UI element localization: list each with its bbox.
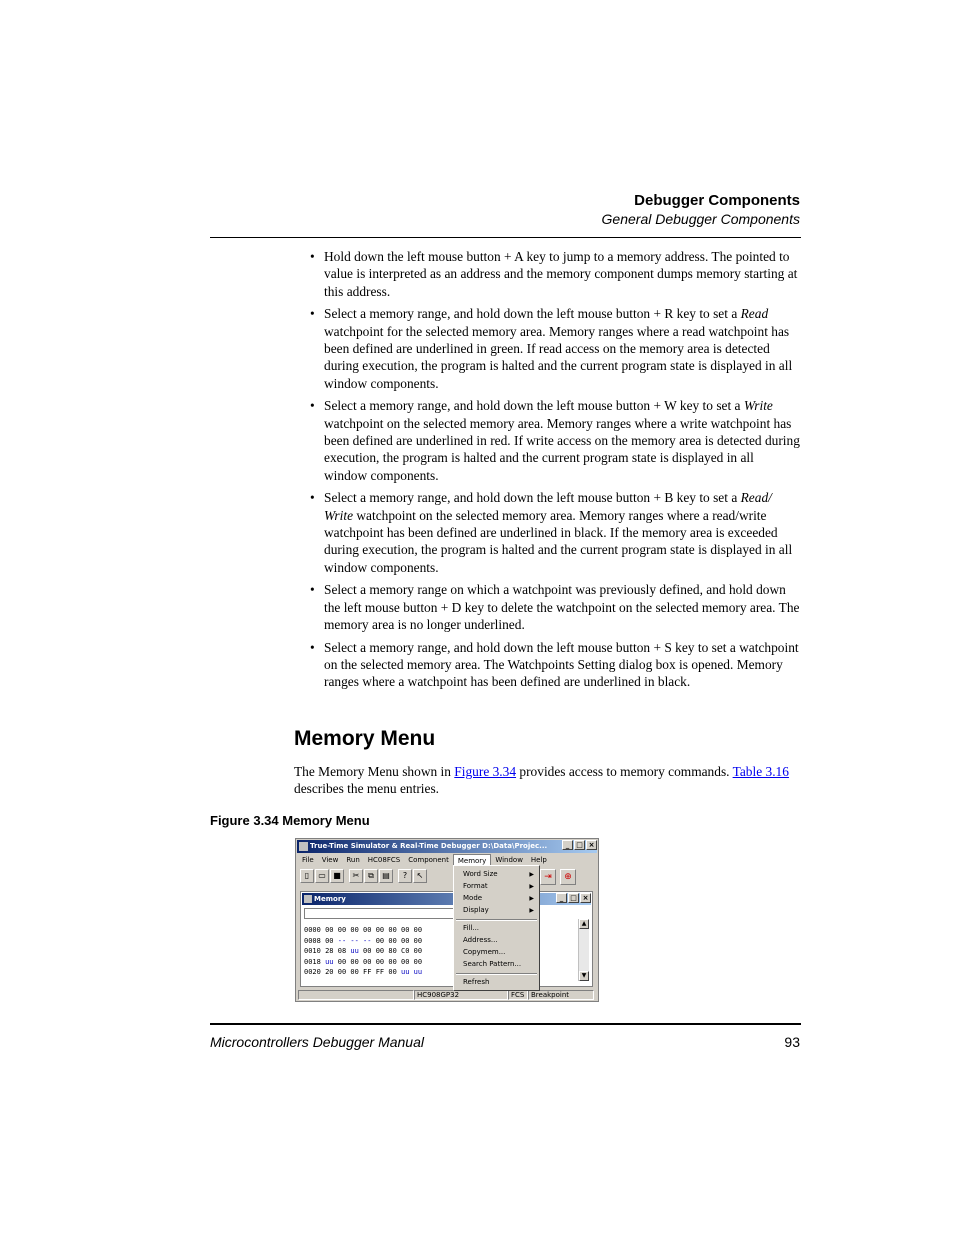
list-item: • Select a memory range on which a watchpoint was previously defined, and hold down the left mouse button + D key to delete the watchpoint on the selected memory area. The memory area is no longer underlined. (310, 582, 800, 632)
menu-item-search-pattern[interactable]: Search Pattern... (463, 960, 522, 968)
memory-byte[interactable]: -- (337, 936, 347, 945)
new-file-icon[interactable]: ▯ (300, 869, 314, 883)
memory-address: 0008 (304, 936, 321, 945)
list-item: • Hold down the left mouse button + A key to jump to a memory address. The pointed to value is interpreted as an address and the memory component dumps memory starting at this address. (310, 249, 798, 299)
memory-byte[interactable]: 00 (337, 968, 347, 977)
memory-byte[interactable]: 00 (401, 936, 410, 945)
menu-item-address[interactable]: Address... (463, 936, 498, 944)
menu-hc08fcs[interactable]: HC08FCS (367, 856, 401, 864)
memory-scrollbar[interactable] (578, 919, 589, 981)
memory-byte[interactable]: 00 (388, 957, 397, 966)
scroll-down-icon[interactable]: ▼ (579, 971, 589, 981)
section-intro: The Memory Menu shown in Figure 3.34 provides access to memory commands. Table 3.16 describes the menu entries. (294, 764, 789, 797)
menu-run[interactable]: Run (346, 856, 360, 864)
app-icon (299, 842, 308, 851)
menu-memory[interactable]: Memory (453, 854, 491, 866)
memory-byte[interactable]: 80 (388, 947, 397, 956)
memory-row (304, 967, 422, 978)
submenu-arrow-icon: ▶ (529, 907, 534, 914)
memory-byte[interactable]: 00 (375, 957, 385, 966)
memory-byte[interactable]: 00 (363, 947, 372, 956)
memory-byte[interactable]: 00 (388, 936, 397, 945)
maximize-button[interactable]: □ (574, 840, 585, 850)
toolbar (300, 869, 427, 886)
memory-byte[interactable]: FF (363, 968, 372, 977)
close-button[interactable]: × (586, 840, 597, 850)
help-icon[interactable]: ? (398, 869, 412, 883)
memory-window-title: Memory (314, 895, 346, 903)
open-folder-icon[interactable]: ▭ (315, 869, 329, 883)
status-target: HC908GP32 (414, 990, 508, 1000)
menu-item-refresh[interactable]: Refresh (463, 978, 490, 986)
memory-byte[interactable]: 00 (413, 957, 423, 966)
memory-byte[interactable]: 00 (375, 926, 385, 934)
memory-dump (304, 925, 422, 978)
memory-byte[interactable]: 28 (325, 947, 334, 956)
cut-icon[interactable]: ✂ (349, 869, 363, 883)
memory-byte[interactable]: -- (363, 936, 372, 945)
list-item: • Select a memory range, and hold down the left mouse button + S key to set a watchpoint on the selected memory area. The Watchpoints Setting dialog box is opened. Memory ranges where a watchpoint has been defined are underlined in black. (310, 639, 799, 690)
memory-byte[interactable]: 00 (363, 926, 372, 934)
header-rule (210, 237, 801, 238)
menu-file[interactable]: File (302, 856, 314, 864)
memory-byte[interactable]: 00 (363, 957, 372, 966)
menu-view[interactable]: View (321, 856, 339, 864)
window-controls (562, 840, 597, 850)
memory-byte[interactable]: 00 (388, 926, 397, 934)
status-bar (298, 990, 596, 1000)
footer-rule (210, 1023, 801, 1025)
memory-byte[interactable]: 00 (350, 957, 359, 966)
bullet-list (310, 248, 800, 696)
menu-separator (456, 973, 537, 975)
menu-item-display[interactable]: Display (463, 906, 489, 914)
memory-address: 0020 (304, 968, 321, 977)
memory-window (300, 891, 593, 987)
memory-byte[interactable]: 08 (337, 947, 347, 956)
memory-byte[interactable]: 00 (388, 968, 397, 977)
memory-byte[interactable]: 00 (325, 936, 334, 945)
memory-window-controls (556, 893, 591, 903)
figure-caption: Figure 3.34 Memory Menu (210, 813, 370, 828)
status-empty (298, 990, 414, 1000)
menu-item-copymem[interactable]: Copymem... (463, 948, 506, 956)
memory-address: 0018 (304, 957, 321, 966)
section-heading: Memory Menu (294, 727, 436, 750)
save-icon[interactable]: ■ (330, 869, 344, 883)
memory-byte[interactable]: 00 (375, 947, 385, 956)
memory-byte[interactable]: 00 (401, 926, 410, 934)
app-title: True-Time Simulator & Real-Time Debugger D:\Data\Projec... (310, 842, 548, 850)
copy-icon[interactable]: ⧉ (364, 869, 378, 883)
memory-byte[interactable]: -- (350, 936, 359, 945)
step-icon[interactable]: ⇥ (540, 869, 556, 885)
memory-address-field[interactable] (304, 908, 454, 919)
memory-row (304, 925, 422, 936)
submenu-arrow-icon: ▶ (529, 871, 534, 878)
memory-byte[interactable]: uu (325, 957, 334, 966)
memory-row (304, 957, 422, 968)
page-number: 93 (784, 1034, 800, 1050)
list-item: • Select a memory range, and hold down the left mouse button + R key to set a Read watchpoint for the selected memory area. Memory ranges where a read watchpoint has been defined are underlined in green. If read access on the memory area is detected during execution, the program is halted and the current program state is displayed in all window components. (310, 306, 793, 391)
memory-byte[interactable]: 00 (401, 957, 410, 966)
minimize-button[interactable]: _ (562, 840, 573, 850)
memory-byte[interactable]: 00 (325, 926, 334, 934)
menu-item-fill[interactable]: Fill... (463, 924, 480, 932)
status-state: Breakpoint (528, 990, 594, 1000)
paste-icon[interactable]: ▤ (379, 869, 393, 883)
running-header-title: Debugger Components (634, 192, 800, 209)
submenu-arrow-icon: ▶ (529, 895, 534, 902)
menu-item-mode[interactable]: Mode (463, 894, 483, 902)
memory-byte[interactable]: uu (413, 968, 423, 977)
menu-component[interactable]: Component (408, 856, 449, 864)
memory-dropdown-menu (453, 865, 540, 991)
memory-row (304, 946, 422, 957)
halt-icon[interactable]: ⊕ (560, 869, 576, 885)
figure-link[interactable]: Figure 3.34 (454, 764, 517, 779)
menu-item-format[interactable]: Format (463, 882, 488, 890)
menu-help[interactable]: Help (530, 856, 547, 864)
memory-row (304, 936, 422, 947)
app-titlebar (297, 840, 597, 853)
submenu-arrow-icon: ▶ (529, 883, 534, 890)
memory-byte[interactable]: 00 (350, 968, 359, 977)
memory-maximize-button[interactable]: □ (568, 893, 579, 903)
memory-window-icon (304, 895, 312, 903)
memory-minimize-button[interactable]: _ (556, 893, 567, 903)
memory-byte[interactable]: uu (401, 968, 410, 977)
menu-window[interactable]: Window (495, 856, 523, 864)
memory-byte[interactable]: 20 (325, 968, 334, 977)
memory-address: 0010 (304, 947, 321, 956)
memory-byte[interactable]: uu (350, 947, 359, 956)
memory-menu-screenshot (295, 838, 599, 1002)
memory-byte[interactable]: 00 (375, 936, 385, 945)
memory-byte[interactable]: 00 (413, 936, 423, 945)
memory-byte[interactable]: 00 (337, 957, 347, 966)
memory-byte[interactable]: 00 (350, 926, 359, 934)
menu-item-word-size[interactable]: Word Size (463, 870, 498, 878)
memory-byte[interactable]: C0 (401, 947, 410, 956)
running-header-subtitle: General Debugger Components (601, 211, 800, 227)
list-item: • Select a memory range, and hold down the left mouse button + B key to set a Read/ Write watchpoint on the selected memory area. Memory ranges where a read/write watchpoint has been defined are underlined in black. If the memory area is exceeded during execution, the program is halted and the current program state is displayed in all window components. (310, 490, 793, 575)
memory-byte[interactable]: 00 (413, 926, 423, 934)
footer-manual-title: Microcontrollers Debugger Manual (210, 1034, 424, 1050)
memory-window-titlebar (302, 893, 591, 905)
menubar (298, 854, 596, 866)
scroll-up-icon[interactable]: ▲ (579, 919, 589, 929)
memory-byte[interactable]: FF (375, 968, 385, 977)
memory-byte[interactable]: 00 (337, 926, 347, 934)
status-fcs: FCS (508, 990, 528, 1000)
memory-close-button[interactable]: × (580, 893, 591, 903)
context-help-icon[interactable]: ↖ (413, 869, 427, 883)
table-link[interactable]: Table 3.16 (732, 764, 789, 779)
list-item: • Select a memory range, and hold down the left mouse button + W key to set a Write watchpoint on the selected memory area. Memory ranges where a write watchpoint has been defined are underlined in red. If write access on the memory area is detected during execution, the program is halted and the current program state is displayed in all window components. (310, 398, 800, 483)
memory-byte[interactable]: 00 (413, 947, 423, 956)
memory-address: 0000 (304, 926, 321, 934)
menu-separator (456, 919, 537, 921)
